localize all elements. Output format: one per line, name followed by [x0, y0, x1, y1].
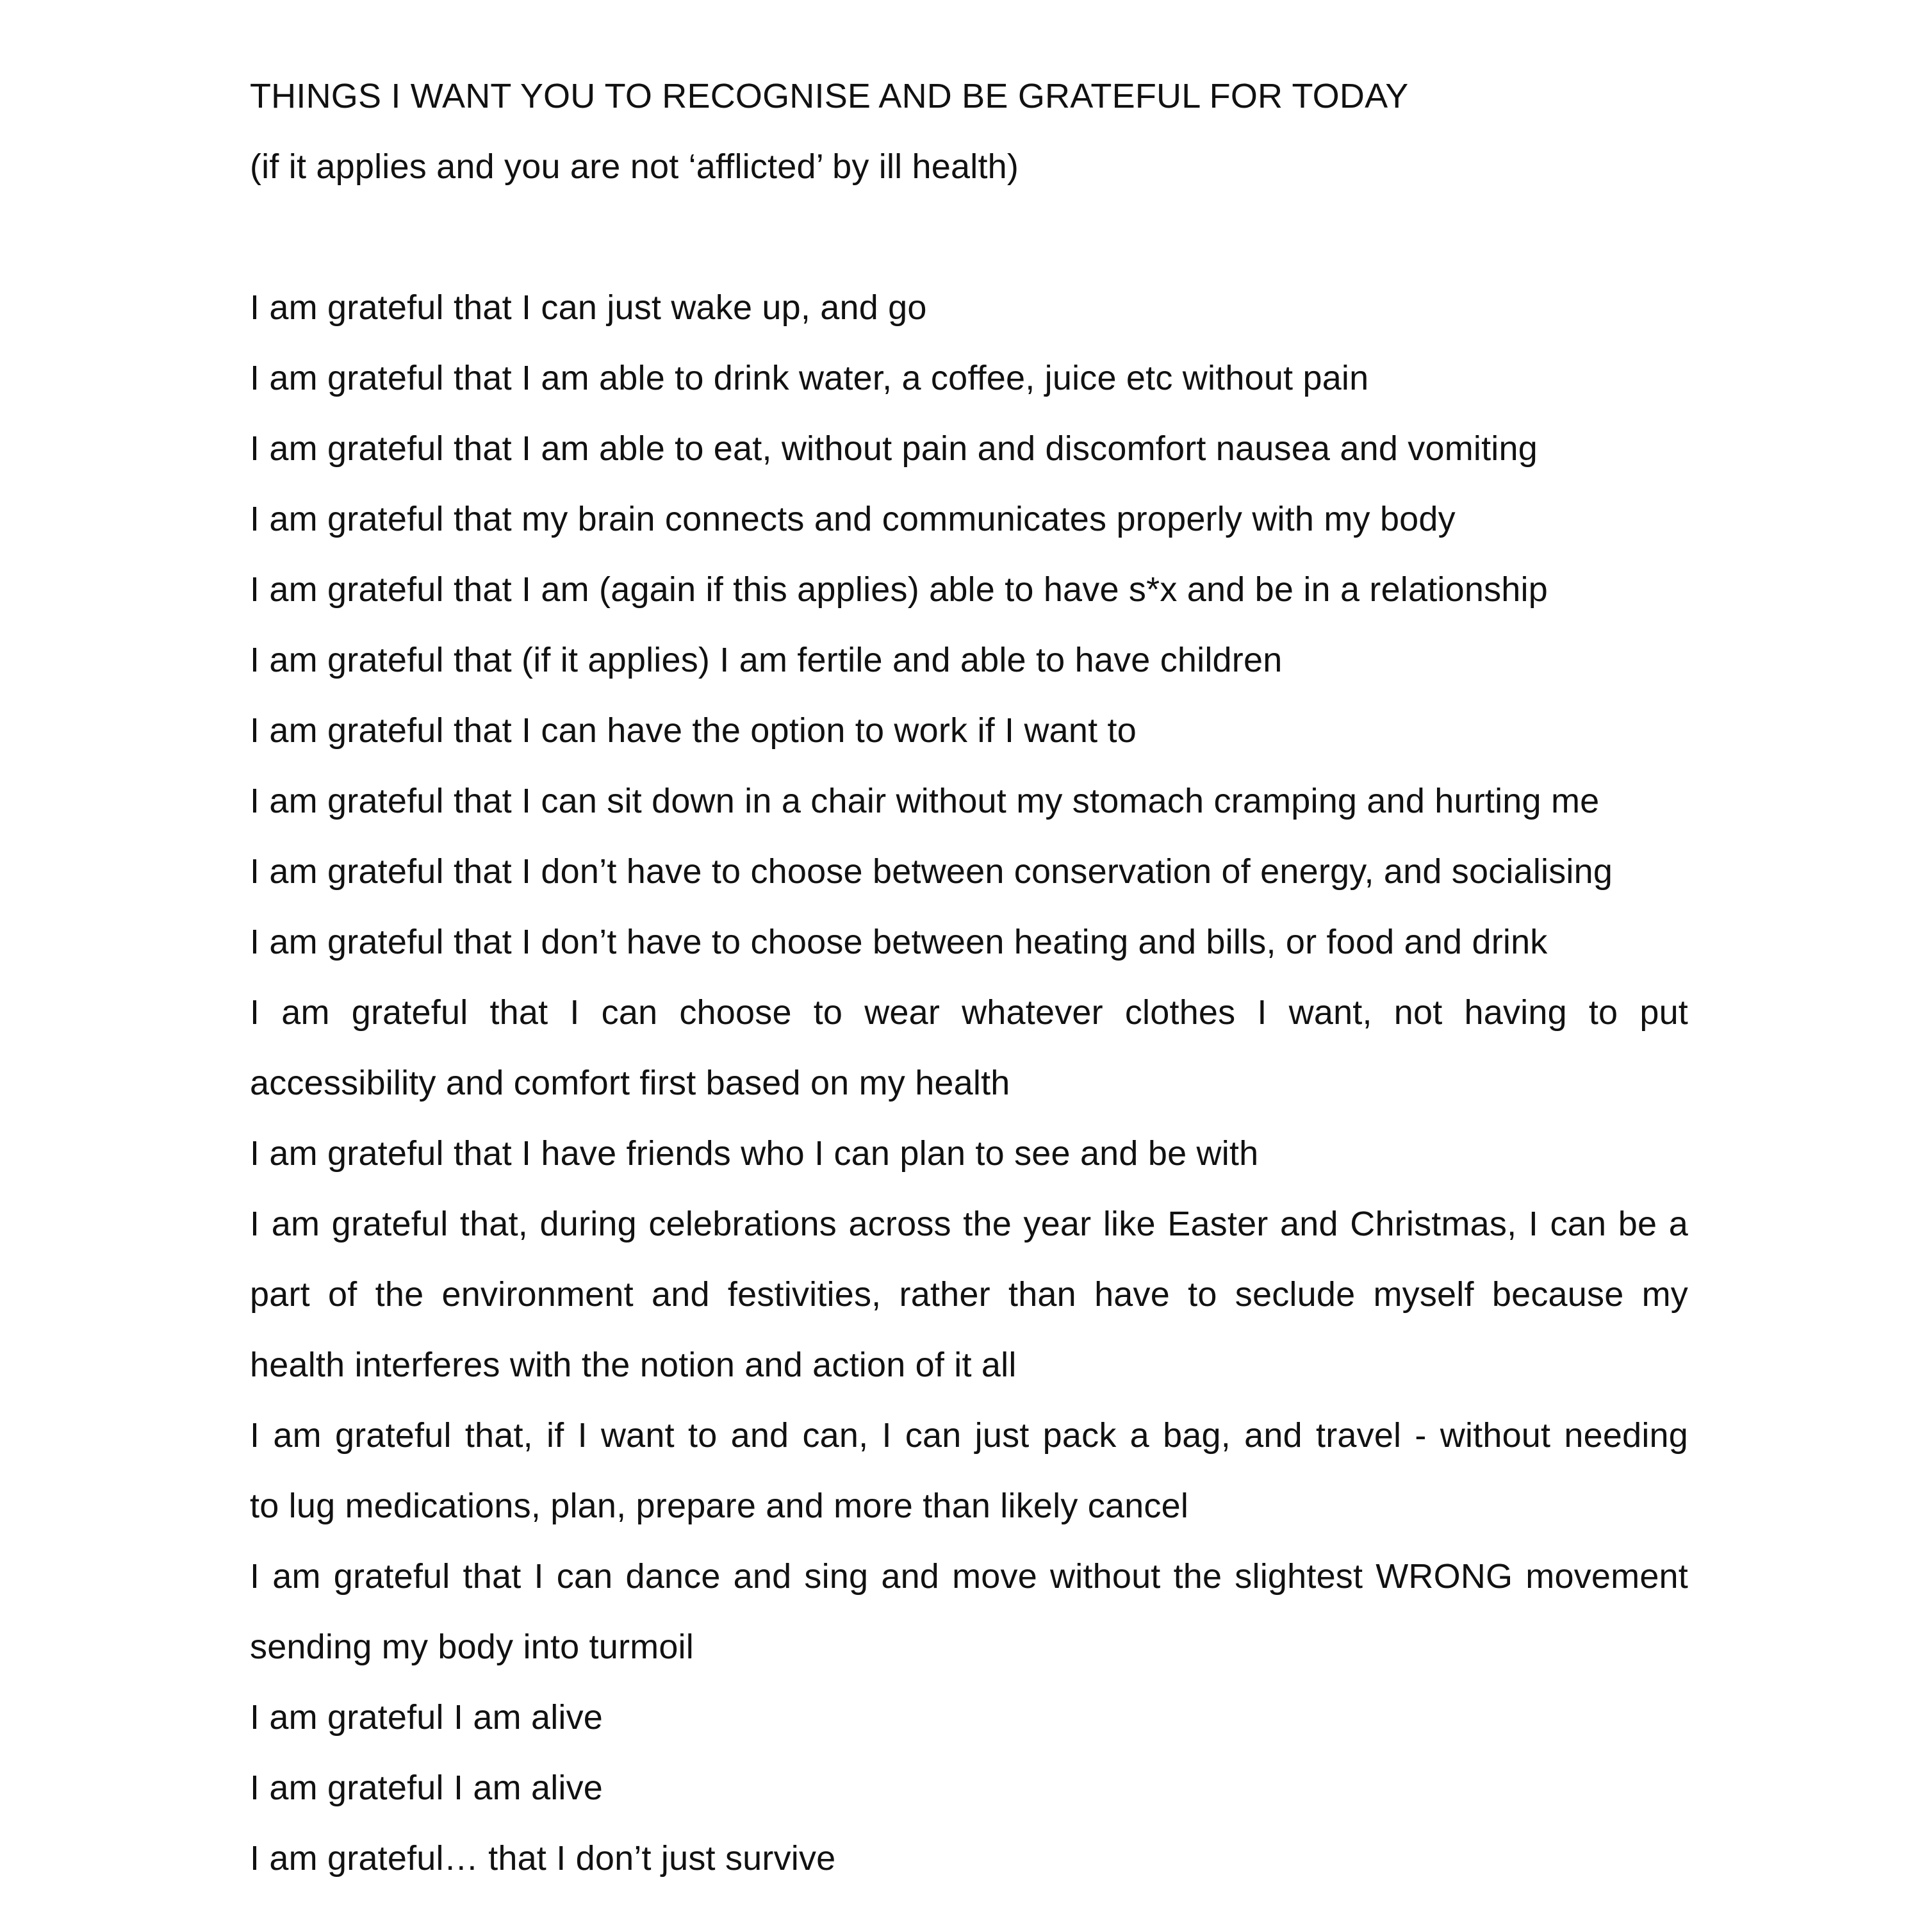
gratitude-line-justified: I am grateful that, during celebrations across the year like Easter and Christmas, I can be a — [250, 1205, 1688, 1243]
gratitude-line-justified: I am grateful that, if I want to and can, I can just pack a bag, and travel - without needing — [250, 1416, 1688, 1455]
gratitude-line: I am grateful I am alive — [250, 1698, 604, 1737]
gratitude-line: I am grateful that I have friends who I can plan to see and be with — [250, 1134, 1259, 1173]
gratitude-line-justified: I am grateful that I can dance and sing and move without the slightest WRONG movement — [250, 1557, 1688, 1596]
document-title: THINGS I WANT YOU TO RECOGNISE AND BE GRATEFUL FOR TODAY — [250, 77, 1409, 115]
document-body — [250, 61, 1688, 1894]
gratitude-line: to lug medications, plan, prepare and more than likely cancel — [250, 1487, 1189, 1525]
gratitude-line: I am grateful that I don’t have to choose between conservation of energy, and socialising — [250, 852, 1613, 891]
gratitude-line: I am grateful that I can just wake up, and go — [250, 288, 927, 327]
gratitude-line: I am grateful that (if it applies) I am fertile and able to have children — [250, 641, 1283, 679]
gratitude-line: I am grateful that I am able to drink water, a coffee, juice etc without pain — [250, 359, 1369, 397]
gratitude-line: health interferes with the notion and action of it all — [250, 1346, 1017, 1384]
gratitude-line: I am grateful that I don’t have to choose between heating and bills, or food and drink — [250, 923, 1548, 961]
gratitude-line-justified: part of the environment and festivities, rather than have to seclude myself because my — [250, 1275, 1688, 1314]
document-subtitle: (if it applies and you are not ‘afflicted’ by ill health) — [250, 147, 1019, 186]
blank-line — [250, 202, 1688, 272]
gratitude-line-justified: I am grateful that I can choose to wear whatever clothes I want, not having to put — [250, 993, 1688, 1032]
gratitude-line: I am grateful that I can sit down in a chair without my stomach cramping and hurting me — [250, 782, 1600, 820]
gratitude-line: I am grateful that I am (again if this applies) able to have s*x and be in a relationship — [250, 570, 1548, 609]
gratitude-line: I am grateful that I am able to eat, without pain and discomfort nausea and vomiting — [250, 429, 1538, 468]
gratitude-line: I am grateful I am alive — [250, 1769, 604, 1807]
gratitude-line: I am grateful that I can have the option to work if I want to — [250, 711, 1137, 750]
gratitude-line: accessibility and comfort first based on my health — [250, 1064, 1010, 1102]
gratitude-line: sending my body into turmoil — [250, 1628, 694, 1666]
gratitude-line: I am grateful… that I don’t just survive — [250, 1839, 836, 1878]
gratitude-line: I am grateful that my brain connects and communicates properly with my body — [250, 500, 1456, 538]
